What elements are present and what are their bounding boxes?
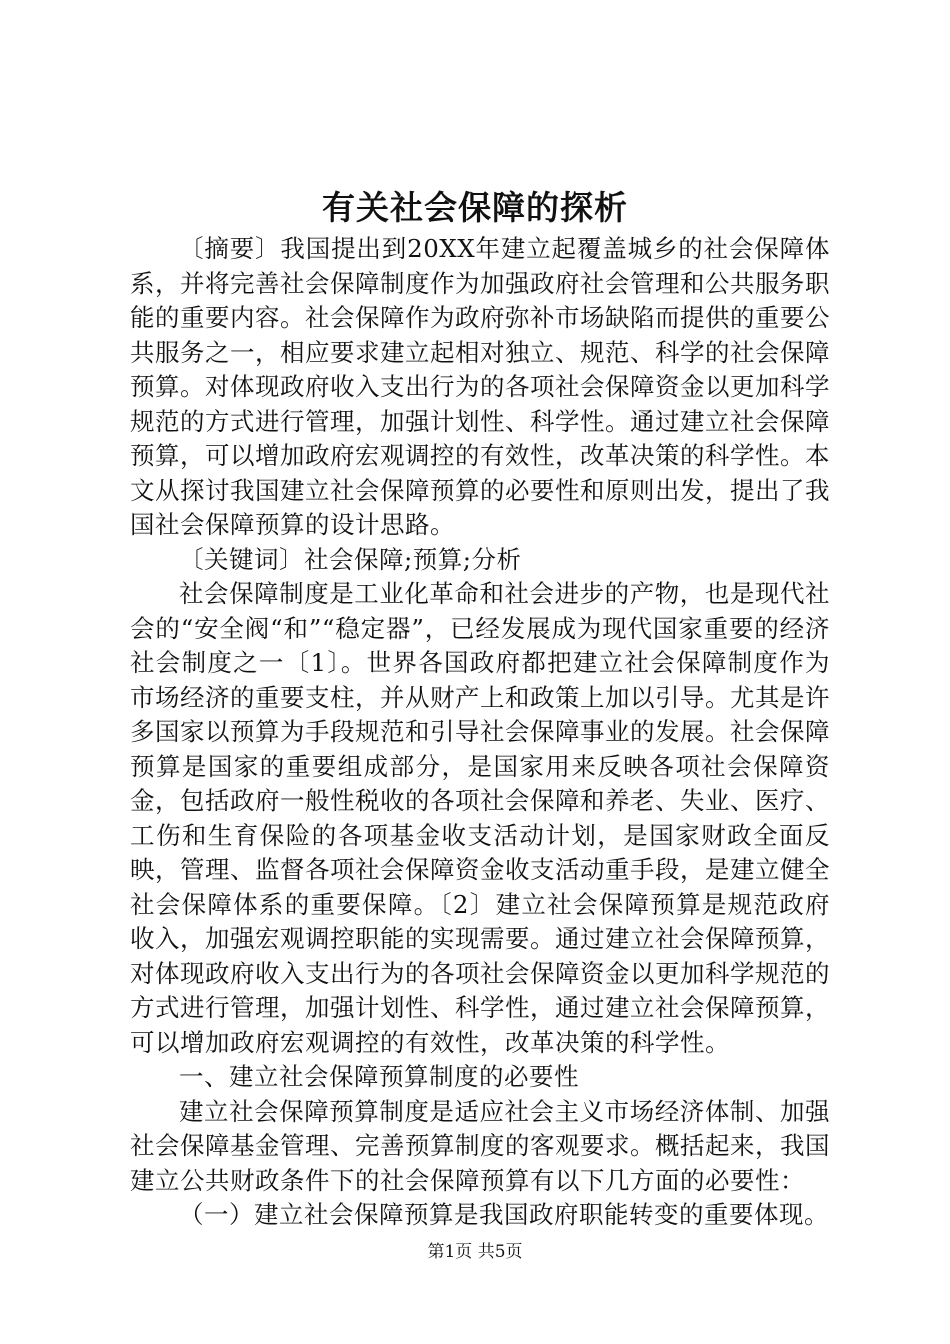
document-title: 有关社会保障的探析: [322, 188, 628, 227]
document-body: [130, 232, 830, 1233]
abstract-paragraph: 〔摘要〕我国提出到20XX年建立起覆盖城乡的社会保障体系，并将完善社会保障制度作为加强政府社会管理和公共服务职能的重要内容。社会保障作为政府弥补市场缺陷而提供的重要公共服务之一，相应要求建立起相对独立、规范、科学的社会保障预算。对体现政府收入支出行为的各项社会保障资金以更加科学规范的方式进行管理，加强计划性、科学性。通过建立社会保障预算，可以增加政府宏观调控的有效性，改革决策的科学性。本文从探讨我国建立社会保障预算的必要性和原则出发，提出了我国社会保障预算的设计思路。: [130, 234, 830, 539]
keywords-paragraph: 〔关键词〕社会保障;预算;分析: [179, 544, 522, 574]
subsection-heading: （一）建立社会保障预算是我国政府职能转变的重要体现。: [179, 1200, 829, 1229]
section-heading: 一、建立社会保障预算制度的必要性: [179, 1062, 579, 1091]
body-paragraph: 建立社会保障预算制度是适应社会主义市场经济体制、加强社会保障基金管理、完善预算制度的客观要求。概括起来，我国建立公共财政条件下的社会保障预算有以下几方面的必要性：: [130, 1096, 830, 1195]
page-number-footer: 第1页 共5页: [427, 1242, 523, 1262]
body-paragraph: 社会保障制度是工业化革命和社会进步的产物，也是现代社会的“安全阀“和”“稳定器”，已经发展成为现代国家重要的经济社会制度之一〔1〕。世界各国政府都把建立社会保障制度作为市场经济的重要支柱，并从财产上和政策上加以引导。尤其是许多国家以预算为手段规范和引导社会保障事业的发展。社会保障预算是国家的重要组成部分，是国家用来反映各项社会保障资金，包括政府一般性税收的各项社会保障和养老、失业、医疗、工伤和生育保险的各项基金收支活动计划，是国家财政全面反映，管理、监督各项社会保障资金收支活动重手段，是建立健全社会保障体系的重要保障。〔2〕建立社会保障预算是规范政府收入，加强宏观调控职能的实现需要。通过建立社会保障预算，对体现政府收入支出行为的各项社会保障资金以更加科学规范的方式进行管理，加强计划性、科学性，通过建立社会保障预算，可以增加政府宏观调控的有效性，改革决策的科学性。: [130, 579, 830, 1057]
